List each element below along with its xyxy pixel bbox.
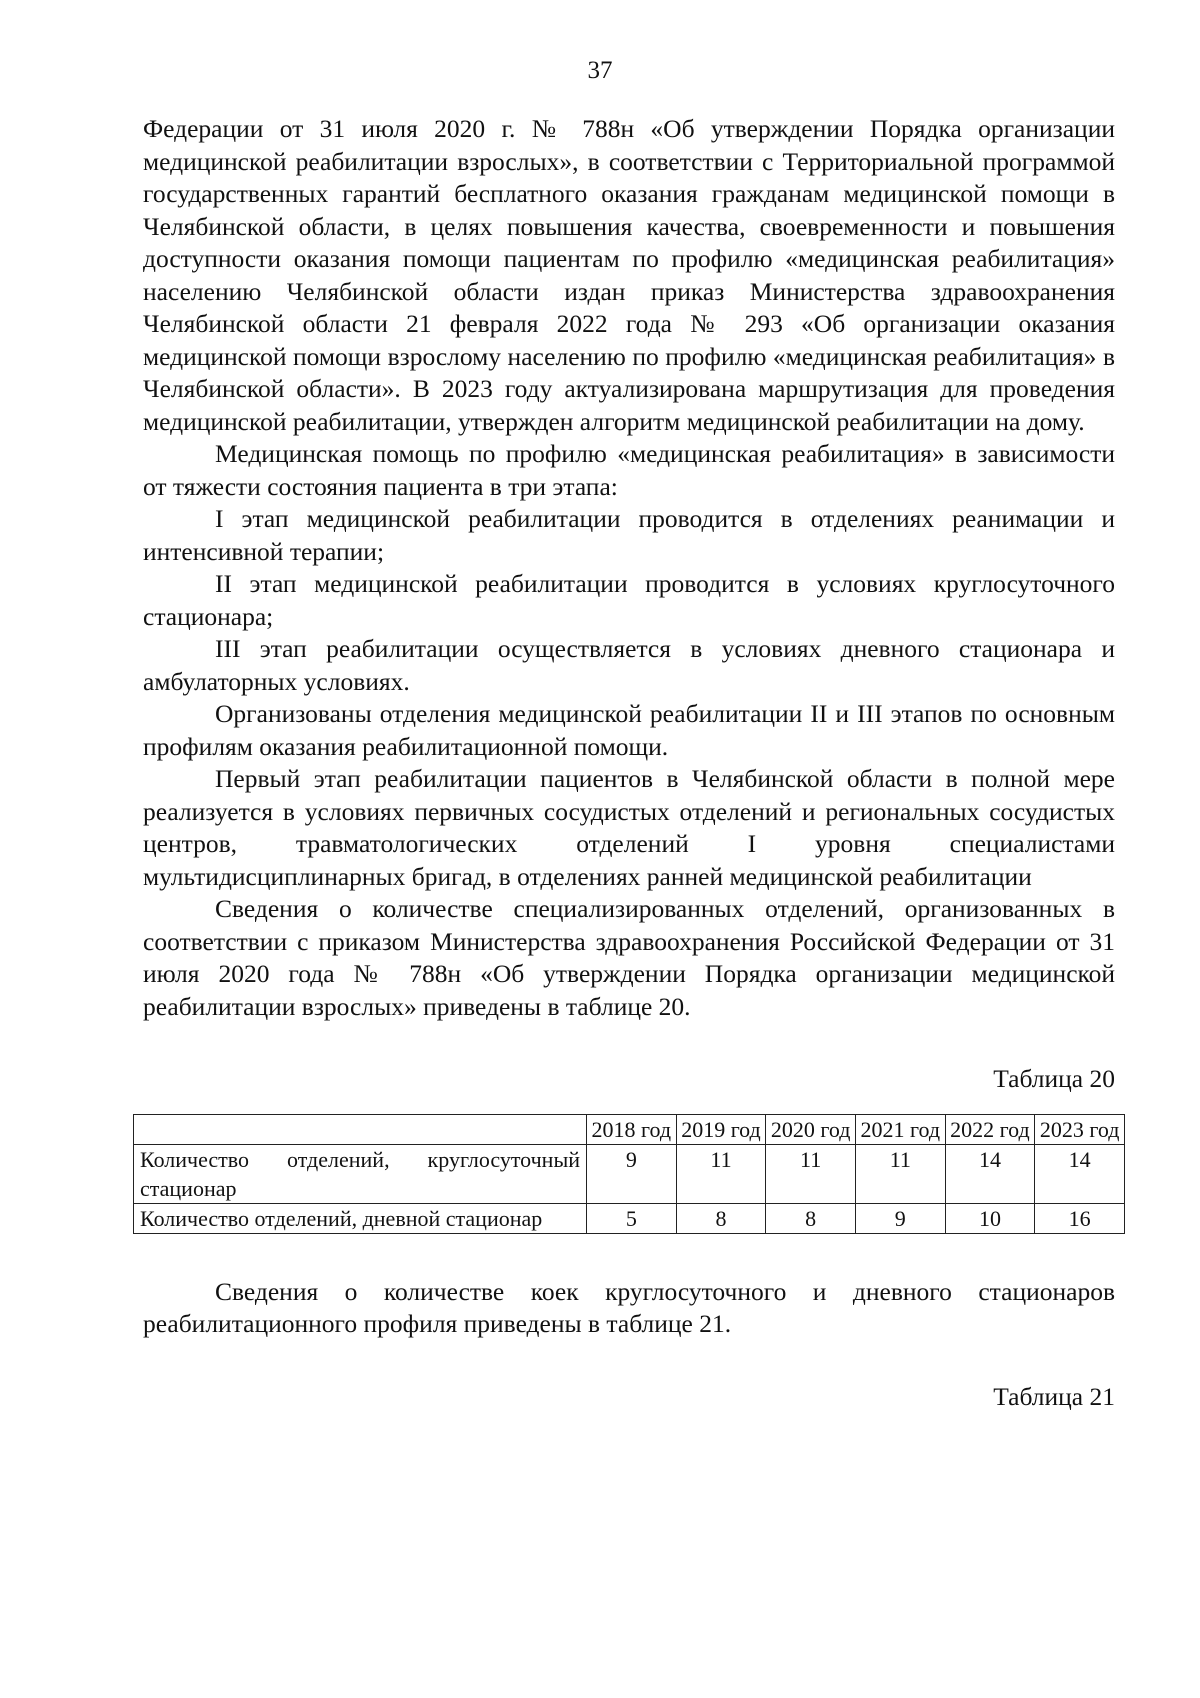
table-cell: 11: [676, 1144, 766, 1203]
table-20-caption: Таблица 20: [993, 1064, 1115, 1093]
paragraph-stage-1: I этап медицинской реабилитации проводится в отделениях реанимации и интенсивной терапии;: [143, 504, 1115, 566]
table-cell: 9: [855, 1203, 945, 1233]
table-header-year: 2019 год: [676, 1114, 766, 1144]
table-header-row: [134, 1114, 1125, 1144]
table-header-year: 2023 год: [1035, 1114, 1125, 1144]
paragraph-stage-2: II этап медицинской реабилитации проводится в условиях круглосуточного стационара;: [143, 569, 1115, 631]
table-cell: 5: [587, 1203, 677, 1233]
paragraph-departments: Организованы отделения медицинской реабилитации II и III этапов по основным профилям оказания реабилитационной помощи.: [143, 699, 1115, 761]
table-cell: 9: [587, 1144, 677, 1203]
table-20: [133, 1114, 1125, 1234]
paragraph-first-stage: Первый этап реабилитации пациентов в Челябинской области в полной мере реализуется в условиях первичных сосудистых отделений и региональных сосудистых центров, травматологических отделений I уровня специалистами мультидисциплинарных бригад, в отделениях ранней медицинской реабилитации: [143, 764, 1115, 891]
paragraph-stage-3: III этап реабилитации осуществляется в условиях дневного стационара и амбулаторных условиях.: [143, 634, 1115, 696]
table-cell: 16: [1035, 1203, 1125, 1233]
paragraph-table20-intro: Сведения о количестве специализированных отделений, организованных в соответствии с приказом Министерства здравоохранения Российской Федерации от 31 июля 2020 года № 788н «Об утверждении Порядка организации медицинской реабилитации взрослых» приведены в таблице 20.: [143, 894, 1115, 1021]
table-21-caption: Таблица 21: [993, 1381, 1115, 1411]
table-cell: 10: [945, 1203, 1035, 1233]
spacer: [143, 1234, 1115, 1276]
table-header-year: 2020 год: [766, 1114, 856, 1144]
table-header-year: 2022 год: [945, 1114, 1035, 1144]
table-row-label: Количество отделений, дневной стационар: [134, 1203, 587, 1233]
paragraph-1: Федерации от 31 июля 2020 г. № 788н «Об утверждении Порядка организации медицинской реабилитации взрослых», в соответствии с Территориальной программой государственных гарантий бесплатного оказания гражданам медицинской помощи в Челябинской области, в целях повышения качества, своевременности и повышения доступности оказания помощи пациентам по профилю «медицинская реабилитация» населению Челябинской области издан приказ Министерства здравоохранения Челябинской области 21 февраля 2022 года № 293 «Об организации оказания медицинской помощи взрослому населению по профилю «медицинская реабилитация» в Челябинской области». В 2023 году актуализирована маршрутизация для проведения медицинской реабилитации, утвержден алгоритм медицинской реабилитации на дому.: [143, 114, 1115, 436]
table-row: [134, 1144, 1125, 1203]
table-cell: 14: [945, 1144, 1035, 1203]
table-row-label: Количество отделений, круглосуточный стационар: [134, 1144, 587, 1203]
page-number: 37: [587, 57, 613, 84]
table-cell: 8: [766, 1203, 856, 1233]
paragraph-2: Медицинская помощь по профилю «медицинская реабилитация» в зависимости от тяжести состояния пациента в три этапа:: [143, 439, 1115, 501]
table-cell: 11: [855, 1144, 945, 1203]
table-header-year: 2021 год: [855, 1114, 945, 1144]
table-cell: 14: [1035, 1144, 1125, 1203]
table-header-empty-cell: [134, 1114, 587, 1144]
table-cell: 8: [676, 1203, 766, 1233]
table-row: [134, 1203, 1125, 1233]
document-body: [140, 113, 1120, 1431]
paragraph-table21-intro: Сведения о количестве коек круглосуточного и дневного стационаров реабилитационного профиля приведены в таблице 21.: [143, 1276, 1115, 1338]
table-cell: 11: [766, 1144, 856, 1203]
table-header-year: 2018 год: [587, 1114, 677, 1144]
